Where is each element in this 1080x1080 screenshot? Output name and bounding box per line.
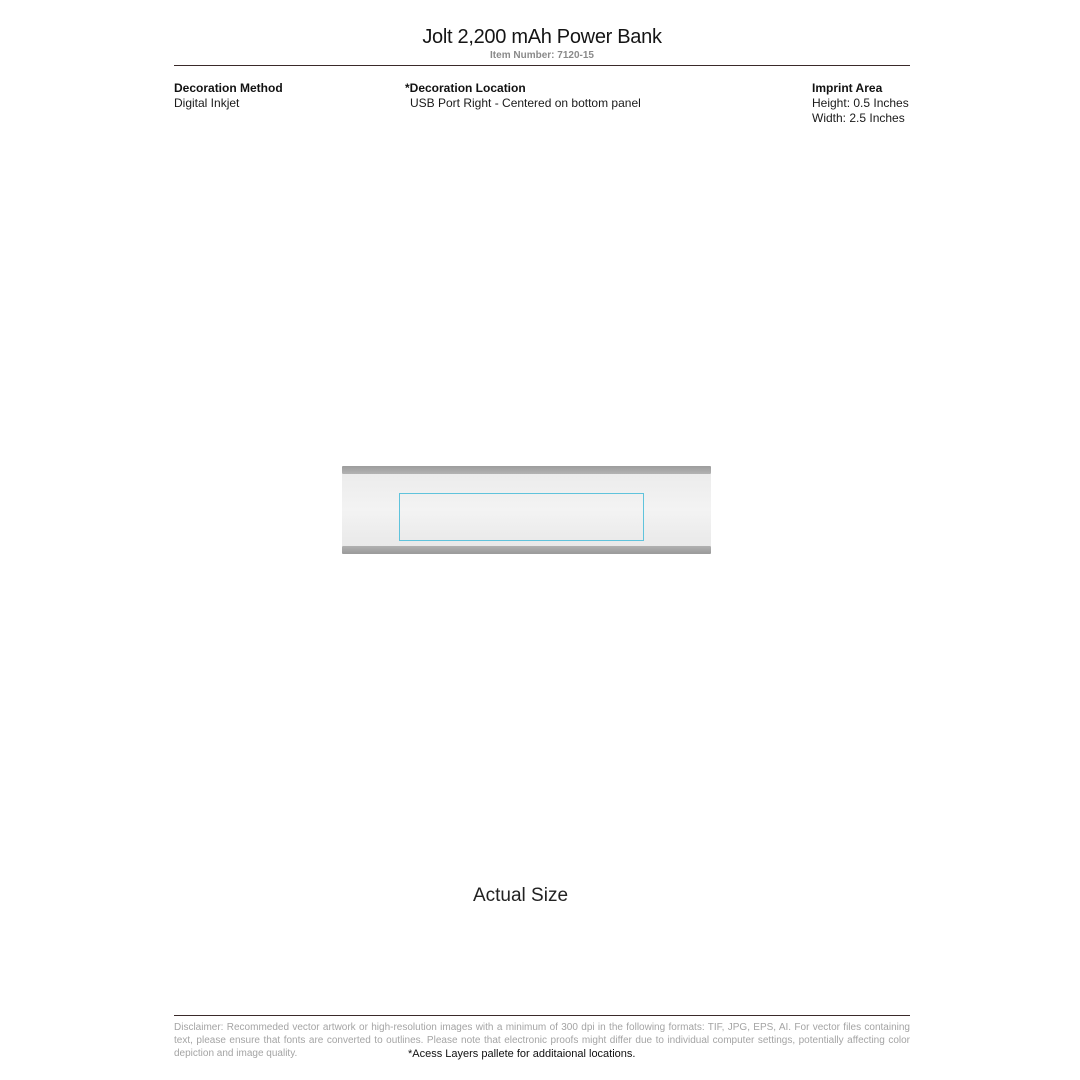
actual-size-caption: Actual Size [472,885,569,906]
product-bottom-edge [342,546,711,554]
decoration-location-label: *Decoration Location [405,81,526,95]
decoration-location-value: USB Port Right - Centered on bottom panel [410,96,641,110]
disclaimer-text: Disclaimer: Recommeded vector artwork or high-resolution images with a minimum of 300 dpi in the following formats: TIF, JPG, EPS, AI. For vector files containing text, please ensure that fonts are converted to outlines. Please note that electronic proofs might differ due to individual computer settings, potentially affecting color depiction and image quality. [174,1022,910,1059]
product-top-edge [342,466,711,474]
product-bottom-panel [342,474,711,546]
proof-header [174,24,910,62]
item-number: Item Number: 7120-15 [490,50,594,61]
decoration-method-label: Decoration Method [174,81,283,95]
imprint-area-label: Imprint Area [812,81,883,95]
power-bank-product-image [342,466,711,554]
header-divider [174,65,910,66]
imprint-width-value: Width: 2.5 Inches [812,111,905,125]
footer-divider [174,1015,910,1016]
decoration-method-section [174,81,283,111]
decoration-location-section [405,81,641,111]
imprint-area-section [812,81,909,126]
imprint-area-outline [399,493,644,541]
decoration-method-value: Digital Inkjet [174,96,240,110]
imprint-height-value: Height: 0.5 Inches [812,96,909,110]
product-title: Jolt 2,200 mAh Power Bank [422,26,662,48]
layers-palette-note: *Acess Layers pallete for additaional locations. [408,1048,636,1060]
